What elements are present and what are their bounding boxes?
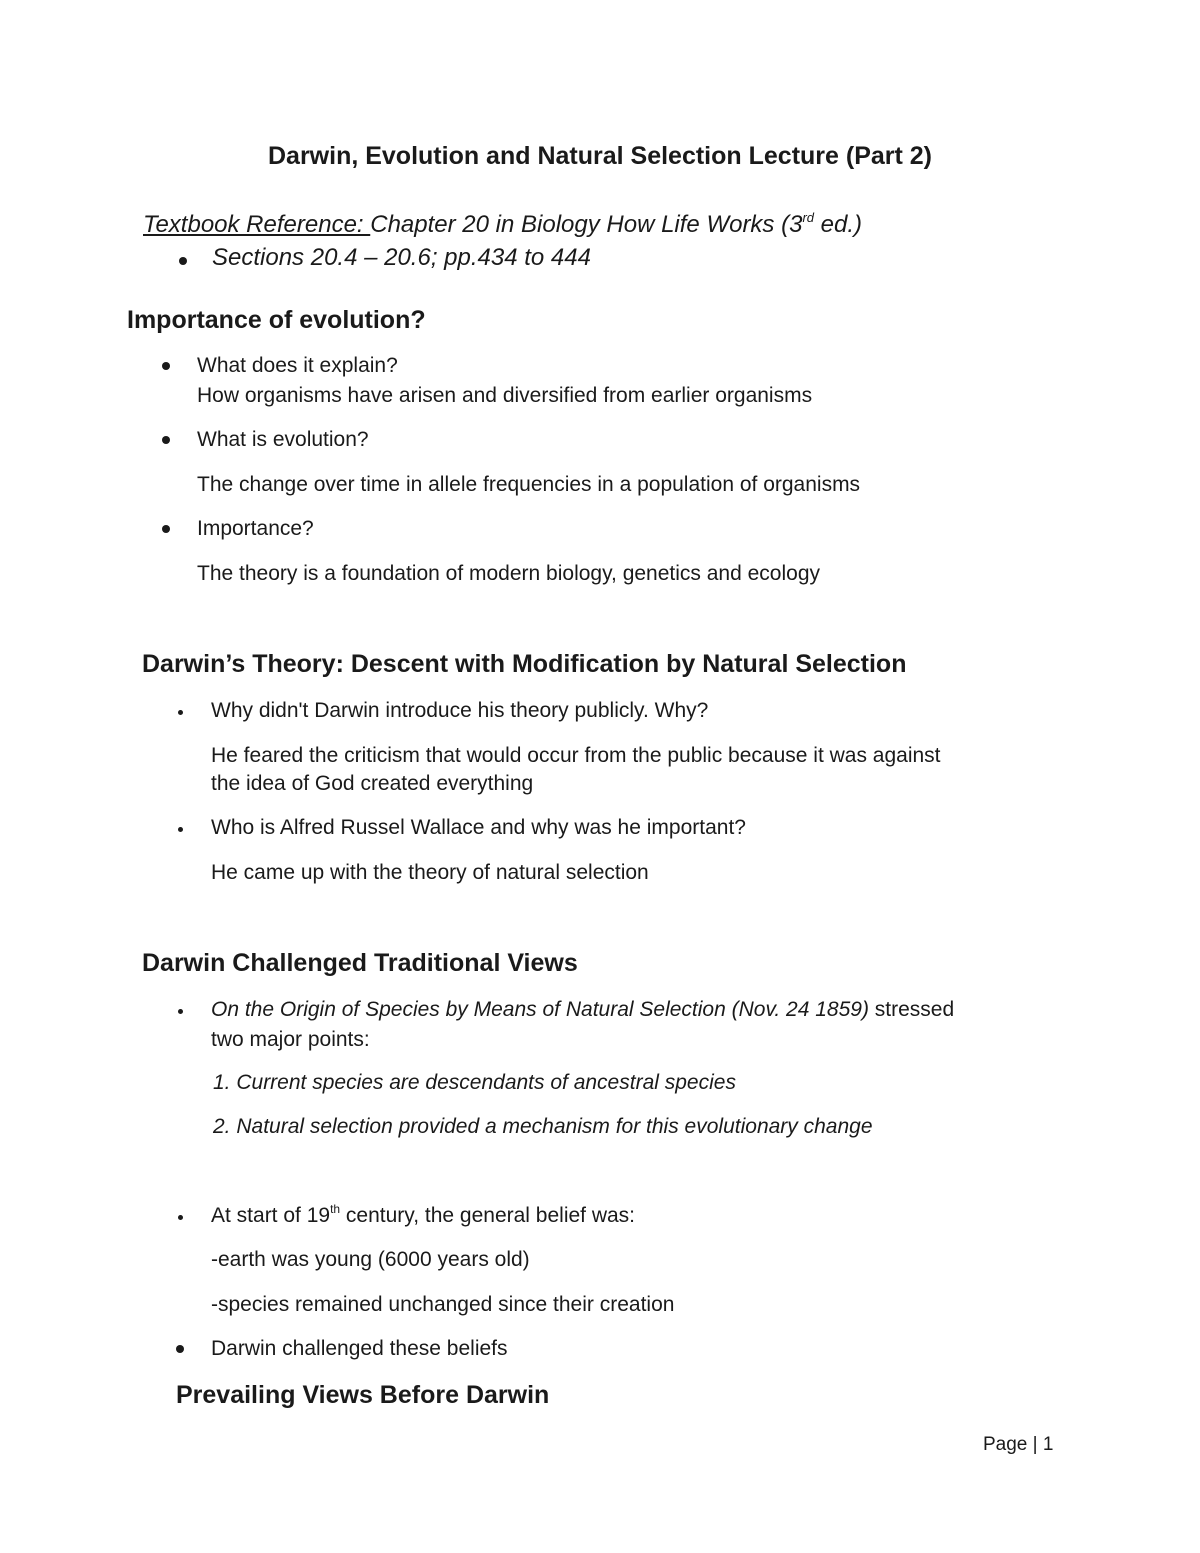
belief-item: -earth was young (6000 years old) <box>211 1248 530 1271</box>
textbook-reference <box>143 211 862 239</box>
numbered-point: 1. Current species are descendants of ancestral species <box>213 1071 736 1094</box>
answer-text: He came up with the theory of natural selection <box>211 861 649 884</box>
heading-darwins-theory: Darwin’s Theory: Descent with Modification by Natural Selection <box>142 650 907 678</box>
belief-item: -species remained unchanged since their creation <box>211 1293 675 1316</box>
ordinal-superscript: rd <box>802 210 814 225</box>
answer-text: How organisms have arisen and diversified from earlier organisms <box>197 384 813 407</box>
bullet-icon <box>162 362 170 370</box>
page-title: Darwin, Evolution and Natural Selection Lecture (Part 2) <box>267 142 932 170</box>
origin-line2: two major points: <box>211 1028 370 1051</box>
book-title: On the Origin of Species by Means of Natural Selection (Nov. 24 1859) <box>211 998 869 1021</box>
bullet-icon <box>176 1345 184 1353</box>
question-text: Importance? <box>197 517 314 540</box>
bullet-icon <box>179 257 187 265</box>
conclusion-text: Darwin challenged these beliefs <box>211 1337 508 1360</box>
origin-of-species-text <box>211 998 954 1022</box>
textbook-reference-text: Chapter 20 in Biology How Life Works (3 <box>370 211 803 238</box>
origin-rest: stressed <box>868 998 955 1021</box>
textbook-reference-label: Textbook Reference: <box>143 211 371 238</box>
belief-intro-rest: century, the general belief was: <box>340 1204 636 1227</box>
bullet-icon <box>162 525 170 533</box>
question-text: Why didn't Darwin introduce his theory publicly. Why? <box>211 699 709 722</box>
answer-text: The change over time in allele frequencies in a population of organisms <box>197 473 861 496</box>
belief-intro <box>211 1204 635 1228</box>
ordinal-superscript: th <box>330 1202 341 1216</box>
bullet-icon <box>178 1215 183 1220</box>
heading-darwin-challenged: Darwin Challenged Traditional Views <box>142 949 578 977</box>
page-label: Page <box>983 1434 1028 1455</box>
belief-intro-text: At start of 19 <box>211 1204 331 1227</box>
bullet-icon <box>178 1009 183 1014</box>
page-number-footer <box>983 1434 1053 1456</box>
heading-prevailing-views: Prevailing Views Before Darwin <box>176 1381 550 1409</box>
page-number: 1 <box>1042 1434 1054 1455</box>
bullet-icon <box>162 436 170 444</box>
question-text: Who is Alfred Russel Wallace and why was he important? <box>211 816 746 839</box>
page-separator: | <box>1032 1434 1038 1455</box>
bullet-icon <box>178 710 183 715</box>
question-text: What does it explain? <box>197 354 398 377</box>
answer-text: He feared the criticism that would occur from the public because it was against <box>211 744 941 767</box>
answer-text: the idea of God created everything <box>211 772 534 795</box>
heading-importance: Importance of evolution? <box>127 306 426 334</box>
textbook-reference-edition: ed.) <box>814 211 863 238</box>
bullet-icon <box>178 827 183 832</box>
numbered-point: 2. Natural selection provided a mechanism for this evolutionary change <box>213 1115 873 1138</box>
question-text: What is evolution? <box>197 428 369 451</box>
answer-text: The theory is a foundation of modern biology, genetics and ecology <box>197 562 821 585</box>
textbook-sections: Sections 20.4 – 20.6; pp.434 to 444 <box>212 244 591 271</box>
